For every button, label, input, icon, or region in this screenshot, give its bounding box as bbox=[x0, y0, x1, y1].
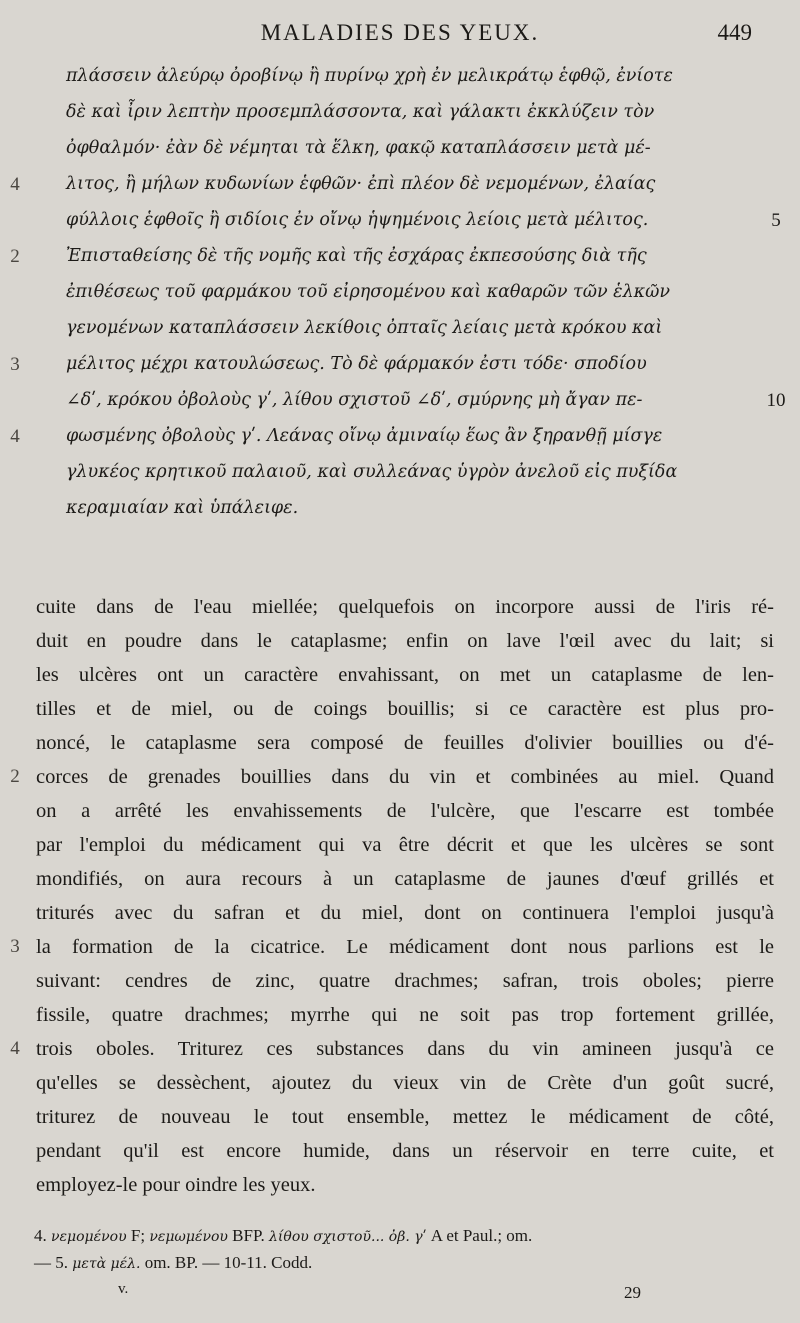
manuscript-siglum: F; bbox=[130, 1226, 146, 1245]
variant-reading: μετὰ μέλ. bbox=[72, 1256, 141, 1272]
french-line: duit en poudre dans le cataplasme; enfin on lave l'œil avec du lait; si bbox=[36, 630, 774, 652]
greek-line: ∠δʹ, κρόκου ὀβολοὺς γʹ, λίθου σχιστοῦ ∠δʹ, σμύρνης μὴ ἄγαν πε- bbox=[66, 390, 643, 410]
line-number: 5 bbox=[771, 210, 781, 231]
french-line: fissile, quatre drachmes; myrrhe qui ne soit pas trop fortement grillée, bbox=[36, 1004, 774, 1026]
note-number: — 5. bbox=[34, 1253, 68, 1272]
french-line: pendant qu'il est encore humide, dans un réservoir en terre cuite, et bbox=[36, 1140, 774, 1162]
greek-line: ὀφθαλμόν· ἐὰν δὲ νέμηται τὰ ἕλκη, φακῷ καταπλάσσειν μετὰ μέ- bbox=[66, 138, 651, 158]
greek-line: πλάσσειν ἀλεύρῳ ὀροβίνῳ ἢ πυρίνῳ χρὴ ἐν μελικράτῳ ἑφθῷ, ἐνίοτε bbox=[66, 66, 673, 86]
page-header bbox=[0, 20, 800, 54]
manuscript-siglum: A et Paul.; om. bbox=[430, 1226, 533, 1245]
french-line: qu'elles se dessèchent, ajoutez du vieux vin de Crète d'un goût sucré, bbox=[36, 1072, 774, 1094]
note-number: 4. bbox=[34, 1226, 47, 1245]
page-number: 449 bbox=[717, 20, 752, 45]
manuscript-siglum: BFP. bbox=[232, 1226, 265, 1245]
french-line: par l'emploi du médicament qui va être décrit et que les ulcères se sont bbox=[36, 834, 774, 856]
manuscript-siglum: om. BP. — 10-11. Codd. bbox=[144, 1253, 313, 1272]
apparatus-line bbox=[34, 1253, 312, 1273]
greek-line: δὲ καὶ ἶριν λεπτὴν προσεμπλάσσοντα, καὶ γάλακτι ἐκκλύζειν τὸν bbox=[66, 102, 655, 122]
greek-line: κεραμιαίαν καὶ ὑπάλειφε. bbox=[66, 498, 299, 518]
signature-mark: v. bbox=[118, 1281, 129, 1297]
french-line: cuite dans de l'eau miellée; quelquefois on incorpore aussi de l'iris ré- bbox=[36, 596, 774, 618]
french-line: employez-le pour oindre les yeux. bbox=[36, 1174, 316, 1196]
french-line: les ulcères ont un caractère envahissant, on met un cataplasme de len- bbox=[36, 664, 774, 686]
paragraph-number: 2 bbox=[10, 246, 20, 267]
greek-line: γλυκέος κρητικοῦ παλαιοῦ, καὶ συλλεάνας ὑγρὸν ἀνελοῦ εἰς πυξίδα bbox=[66, 462, 678, 482]
greek-line: μέλιτος μέχρι κατουλώσεως. Τὸ δὲ φάρμακόν ἐστι τόδε· σποδίου bbox=[66, 354, 647, 374]
gathering-number: 29 bbox=[624, 1283, 641, 1302]
french-line: corces de grenades bouillies dans du vin et combinées au miel. Quand bbox=[36, 766, 774, 788]
paragraph-number: 4 bbox=[10, 426, 20, 447]
line-number: 10 bbox=[766, 390, 786, 411]
paragraph-number: 4 bbox=[10, 174, 20, 195]
greek-line: γενομένων καταπλάσσειν λεκίθοις ὀπταῖς λείαις μετὰ κρόκου καὶ bbox=[66, 318, 663, 338]
apparatus-line bbox=[34, 1226, 532, 1246]
variant-reading: λίθου σχιστοῦ... ὀβ. γʹ bbox=[269, 1229, 427, 1245]
paragraph-number: 3 bbox=[10, 354, 20, 375]
greek-line: φωσμένης ὀβολοὺς γʹ. Λεάνας οἴνῳ ἀμιναίῳ ἕως ἂν ξηρανθῇ μίσγε bbox=[66, 426, 663, 446]
french-line: suivant: cendres de zinc, quatre drachmes; safran, trois oboles; pierre bbox=[36, 970, 774, 992]
greek-line: ἐπιθέσεως τοῦ φαρμάκου τοῦ εἰρησομένου καὶ καθαρῶν τῶν ἑλκῶν bbox=[66, 282, 671, 302]
french-line: trois oboles. Triturez ces substances dans du vin amineen jusqu'à ce bbox=[36, 1038, 774, 1060]
greek-line: λιτος, ἢ μήλων κυδωνίων ἑφθῶν· ἐπὶ πλέον δὲ νεμομένων, ἐλαίας bbox=[66, 174, 656, 194]
greek-line: φύλλοις ἑφθοῖς ἢ σιδίοις ἐν οἴνῳ ἡψημένοις λείοις μετὰ μέλιτος. bbox=[66, 210, 649, 230]
greek-line: Ἐπισταθείσης δὲ τῆς νομῆς καὶ τῆς ἐσχάρας ἐκπεσούσης διὰ τῆς bbox=[66, 246, 647, 266]
paragraph-number: 2 bbox=[10, 766, 20, 787]
variant-reading: νεμομένου bbox=[51, 1229, 127, 1245]
french-line: la formation de la cicatrice. Le médicament dont nous parlions est le bbox=[36, 936, 774, 958]
french-line: triturez de nouveau le tout ensemble, mettez le médicament de côté, bbox=[36, 1106, 774, 1128]
paragraph-number: 3 bbox=[10, 936, 20, 957]
french-line: tilles et de miel, ou de coings bouillis; si ce caractère est plus pro- bbox=[36, 698, 774, 720]
french-line: mondifiés, on aura recours à un cataplasme de jaunes d'œuf grillés et bbox=[36, 868, 774, 890]
variant-reading: νεμωμένου bbox=[149, 1229, 228, 1245]
french-line: on a arrêté les envahissements de l'ulcère, que l'escarre est tombée bbox=[36, 800, 774, 822]
french-line: noncé, le cataplasme sera composé de feuilles d'olivier bouillies ou d'é- bbox=[36, 732, 774, 754]
paragraph-number: 4 bbox=[10, 1038, 20, 1059]
running-title: MALADIES DES YEUX. bbox=[260, 20, 540, 45]
french-line: triturés avec du safran et du miel, dont on continuera l'emploi jusqu'à bbox=[36, 902, 774, 924]
